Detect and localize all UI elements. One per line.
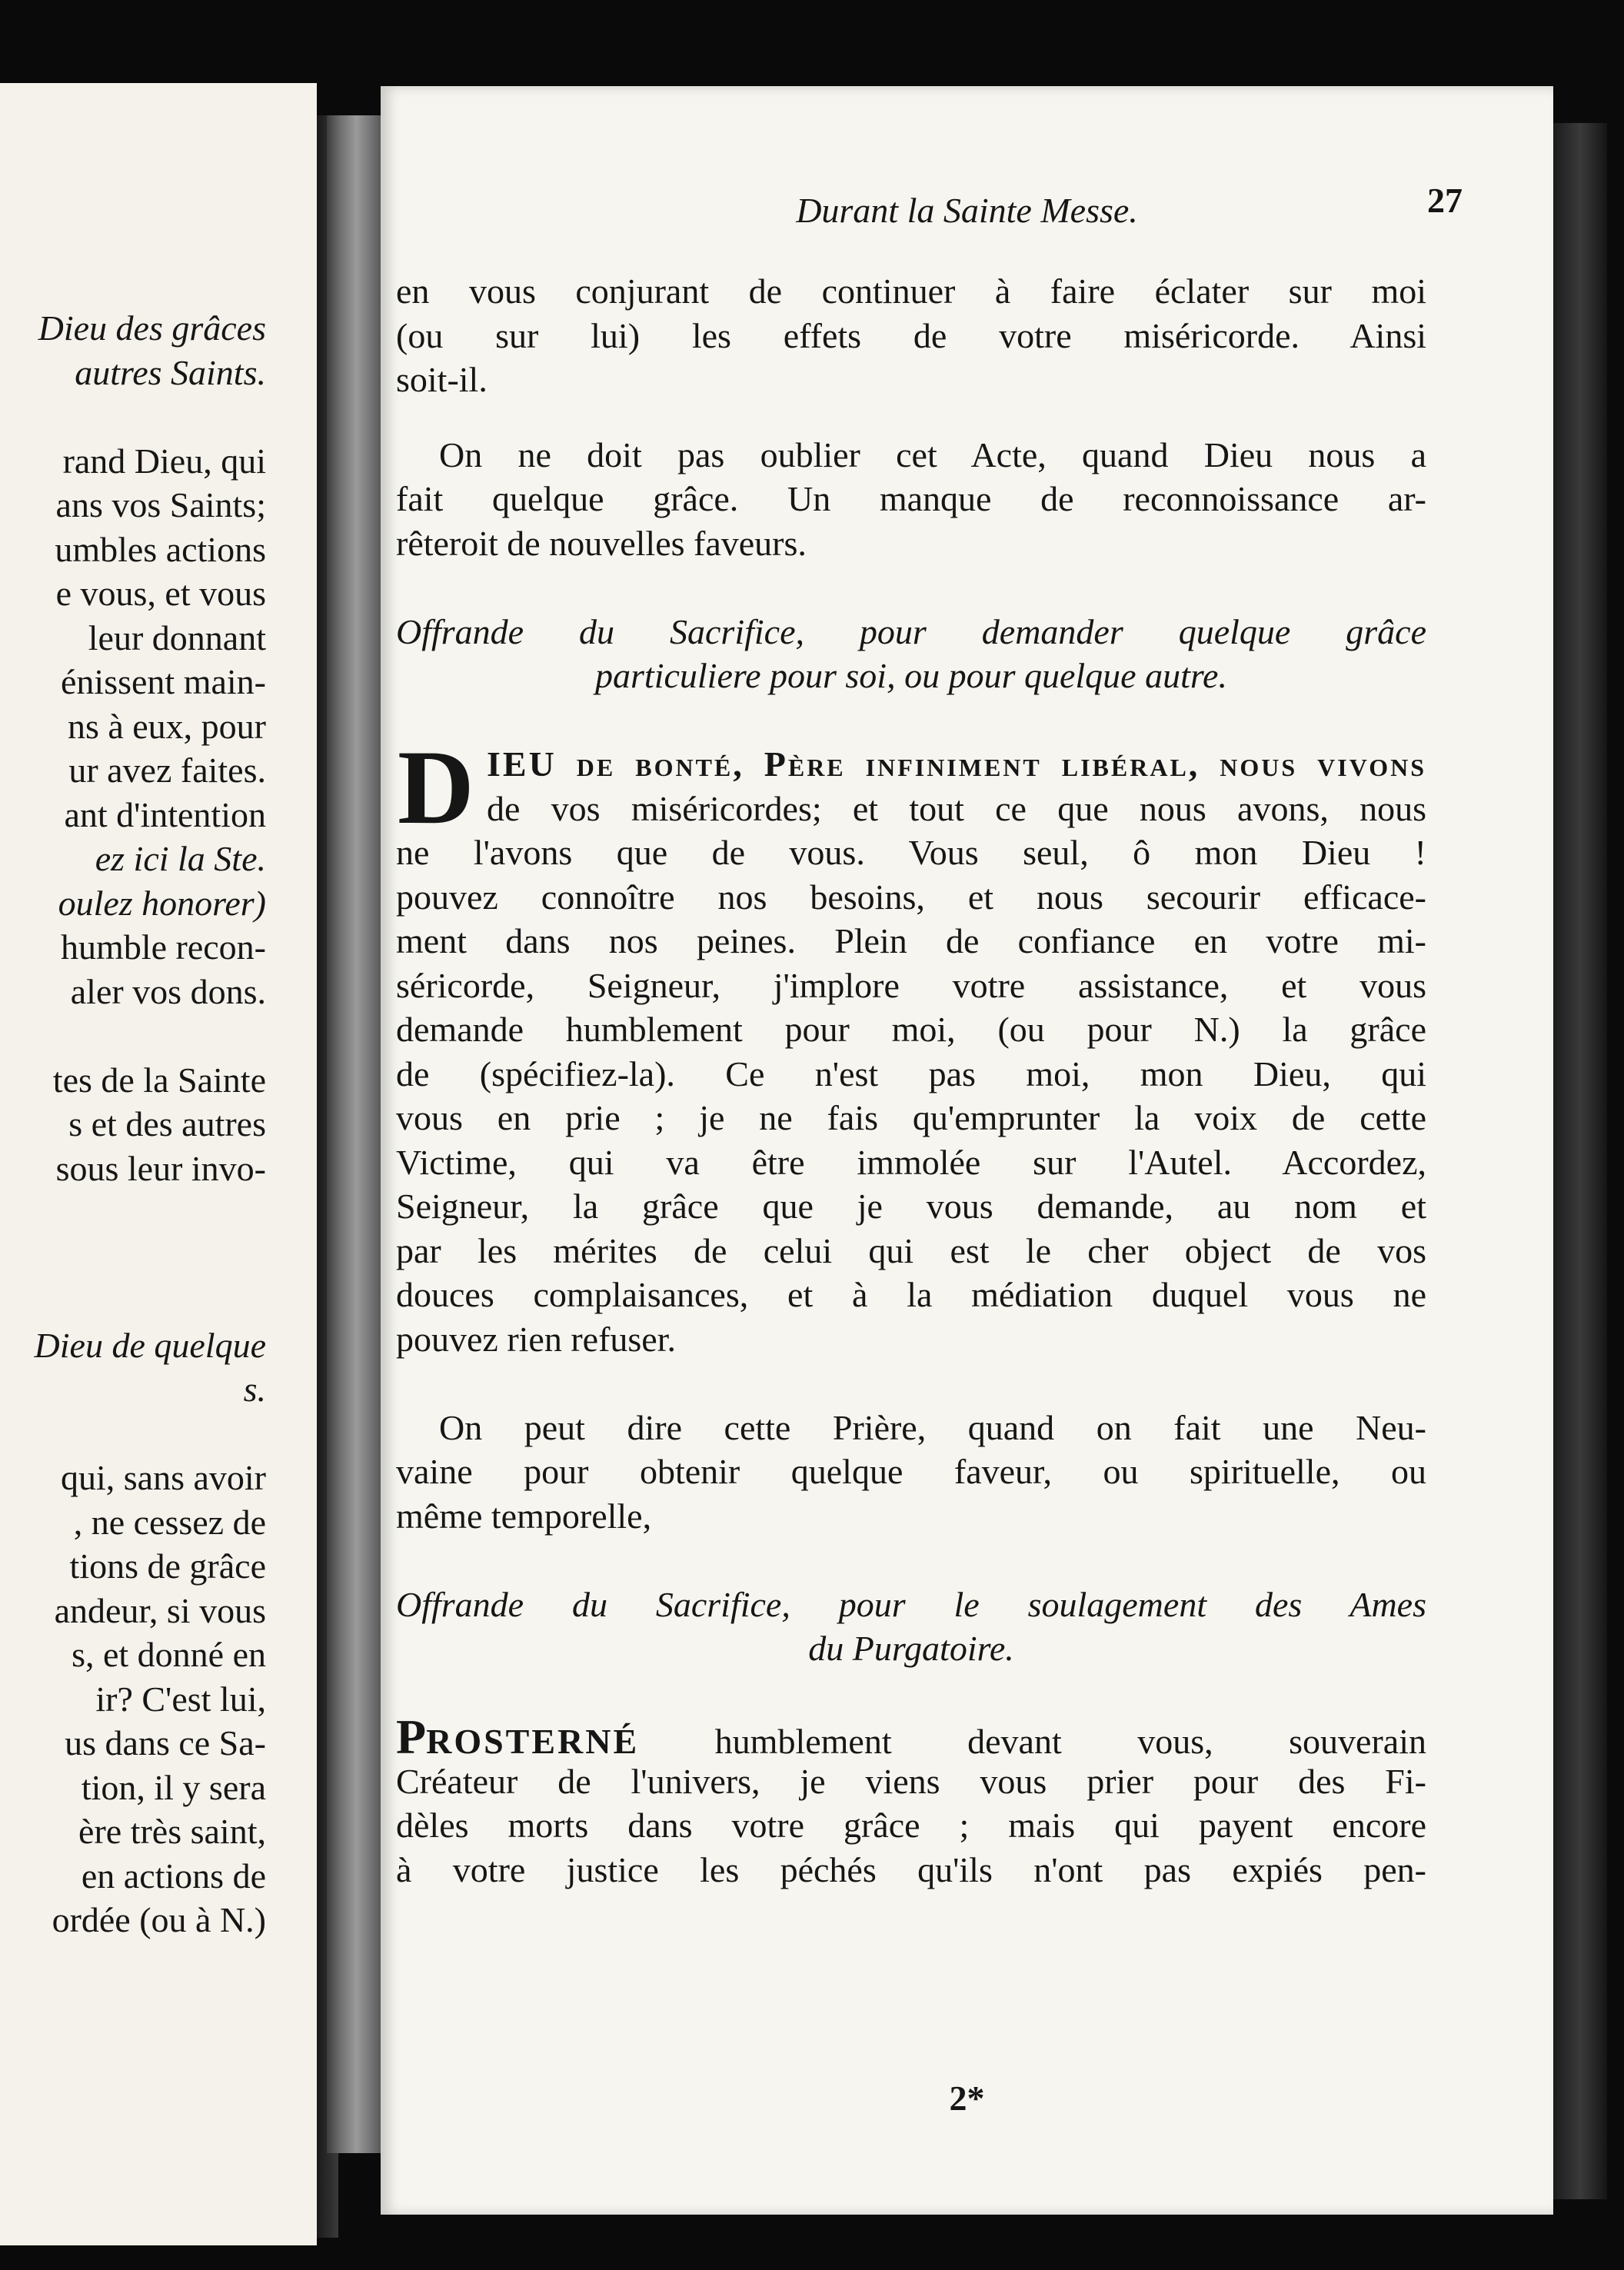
left-page-line bbox=[0, 1014, 266, 1058]
text-line: demande humblement pour moi, (ou pour N.) la grâce bbox=[396, 1010, 1426, 1049]
left-page-line: tion, il y sera bbox=[81, 1767, 266, 1807]
left-page-line: aler vos dons. bbox=[70, 971, 266, 1011]
left-page-line: en actions de bbox=[81, 1856, 266, 1896]
left-page-line: us dans ce Sa- bbox=[65, 1723, 266, 1762]
text-line: ment dans nos peines. Plein de confiance en votre mi- bbox=[396, 921, 1426, 960]
text-line: rêteroit de nouvelles faveurs. bbox=[396, 523, 807, 563]
text-line: Victime, qui va être immolée sur l'Autel. Accordez, bbox=[396, 1142, 1426, 1182]
text-line: vaine pour obtenir quelque faveur, ou spirituelle, ou bbox=[396, 1452, 1426, 1491]
left-page-line: qui, sans avoir bbox=[60, 1458, 266, 1497]
left-page-line: ns à eux, pour bbox=[67, 706, 266, 746]
left-page-line: , ne cessez de bbox=[73, 1502, 266, 1542]
page-number: 27 bbox=[1427, 181, 1463, 220]
text-line: dèles morts dans votre grâce ; mais qui payent encore bbox=[396, 1806, 1426, 1845]
text-line: soit-il. bbox=[396, 360, 488, 399]
page-body bbox=[396, 269, 1426, 1892]
left-page-line: s et des autres bbox=[68, 1104, 266, 1143]
book-gutter bbox=[327, 115, 388, 2153]
small-caps-word: IEU de bonté, Père infiniment libéral, nous vivons bbox=[487, 744, 1426, 784]
left-page-line: autres Saints. bbox=[75, 352, 266, 392]
text-line: de (spécifiez-la). Ce n'est pas moi, mon Dieu, qui bbox=[396, 1053, 1426, 1093]
signature-mark: 2* bbox=[949, 2079, 985, 2118]
left-page-line: ordée (ou à N.) bbox=[52, 1900, 266, 1939]
left-page-line: oulez honorer) bbox=[58, 883, 266, 923]
right-page-edge bbox=[1553, 123, 1607, 2199]
left-page-line: s, et donné en bbox=[72, 1635, 266, 1674]
text-line: pouvez connoître nos besoins, et nous secourir efficace- bbox=[396, 877, 1426, 917]
left-page-line bbox=[0, 1190, 266, 1235]
left-page bbox=[0, 83, 317, 2245]
left-page-line: Dieu de quelque bbox=[34, 1325, 266, 1365]
section-heading-line: particuliere pour soi, ou pour quelque autre. bbox=[595, 656, 1227, 695]
left-page-line: umbles actions bbox=[55, 529, 266, 569]
left-page-line: humble recon- bbox=[61, 927, 266, 967]
drop-cap: D bbox=[398, 728, 474, 846]
left-page-line: ère très saint, bbox=[78, 1812, 266, 1851]
left-page-line bbox=[0, 394, 266, 439]
left-page-line: ir? C'est lui, bbox=[95, 1679, 266, 1719]
text-line: vous en prie ; je ne fais qu'emprunter la voix de cette bbox=[396, 1098, 1426, 1137]
right-page bbox=[381, 86, 1553, 2215]
left-page-line: e vous, et vous bbox=[55, 574, 266, 613]
left-page-line: tions de grâce bbox=[69, 1546, 266, 1586]
running-title: Durant la Sainte Messe. bbox=[796, 191, 1138, 230]
left-page-text bbox=[0, 306, 266, 1942]
text-line: Seigneur, la grâce que je vous demande, au nom et bbox=[396, 1187, 1426, 1226]
text-run: humblement devant vous, souverain bbox=[639, 1722, 1426, 1761]
left-page-line: ez ici la Ste. bbox=[95, 839, 266, 878]
text-line: Créateur de l'univers, je viens vous prier pour des Fi- bbox=[396, 1761, 1426, 1801]
left-page-line: ant d'intention bbox=[64, 794, 266, 834]
section-heading-line: Offrande du Sacrifice, pour le soulagement des Ames bbox=[396, 1584, 1426, 1624]
left-page-line bbox=[0, 1235, 266, 1280]
left-page-line: tes de la Sainte bbox=[52, 1060, 266, 1100]
text-line: par les mérites de celui qui est le cher object de vos bbox=[396, 1230, 1426, 1270]
text-line: (ou sur lui) les effets de votre miséricorde. Ainsi bbox=[396, 315, 1426, 355]
text-line bbox=[396, 742, 1426, 787]
text-line: en vous conjurant de continuer à faire éclater sur moi bbox=[396, 271, 1426, 311]
section-heading-line: du Purgatoire. bbox=[808, 1629, 1014, 1668]
text-line: pouvez rien refuser. bbox=[396, 1319, 677, 1359]
left-page-line: ur avez faites. bbox=[68, 751, 266, 790]
left-page-line bbox=[0, 1412, 266, 1456]
left-page-line: rand Dieu, qui bbox=[62, 441, 266, 481]
text-line: même temporelle, bbox=[396, 1496, 652, 1536]
text-line: à votre justice les péchés qu'ils n'ont pas expiés pen- bbox=[396, 1849, 1426, 1889]
text-line: On peut dire cette Prière, quand on fait une Neu- bbox=[439, 1407, 1426, 1447]
left-page-line bbox=[0, 1279, 266, 1323]
text-line bbox=[396, 1709, 1426, 1764]
left-page-line: sous leur invo- bbox=[55, 1148, 266, 1188]
small-caps-word: ROSTERNÉ bbox=[426, 1722, 640, 1761]
left-page-line: ans vos Saints; bbox=[55, 485, 266, 524]
initial-letter: P bbox=[396, 1709, 427, 1764]
left-page-line: andeur, si vous bbox=[54, 1590, 266, 1630]
text-line: de vos miséricordes; et tout ce que nous avons, nous bbox=[487, 788, 1426, 828]
text-line: séricorde, Seigneur, j'implore votre assistance, et vous bbox=[396, 965, 1426, 1005]
text-line: ne l'avons que de vous. Vous seul, ô mon Dieu ! bbox=[396, 833, 1426, 872]
text-line: On ne doit pas oublier cet Acte, quand Dieu nous a bbox=[439, 434, 1426, 474]
section-heading-line: Offrande du Sacrifice, pour demander quelque grâce bbox=[396, 611, 1426, 651]
left-page-line: leur donnant bbox=[88, 617, 266, 657]
prayer-paragraph bbox=[396, 728, 1426, 1361]
text-line: fait quelque grâce. Un manque de reconnoissance ar- bbox=[396, 479, 1426, 518]
left-page-line: Dieu des grâces bbox=[38, 308, 266, 348]
text-line: douces complaisances, et à la médiation duquel vous ne bbox=[396, 1275, 1426, 1314]
left-page-line: énissent main- bbox=[61, 662, 266, 701]
left-page-line: s. bbox=[243, 1370, 266, 1409]
